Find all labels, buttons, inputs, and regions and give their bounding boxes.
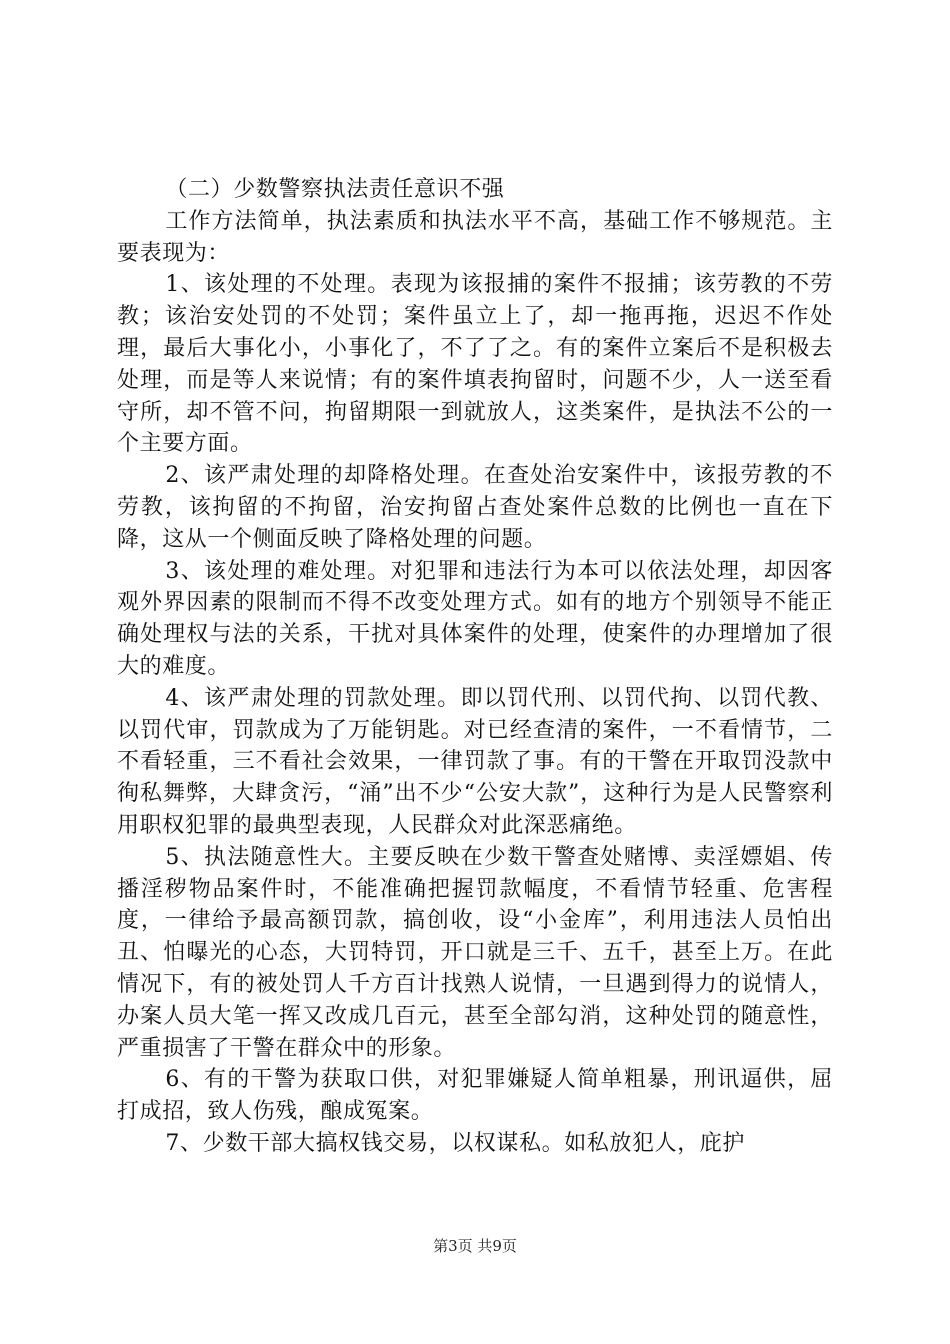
paragraph: 4、该严肃处理的罚款处理。即以罚代刑、以罚代拘、以罚代教、以罚代审，罚款成为了万能钥匙。对已经查清的案件，一不看情节，二不看轻重，三不看社会效果，一律罚款了事。有的干警在开取罚没款中徇私舞弊，大肆贪污，“涌”出不少“公安大款”，这种行为是人民警察利用职权犯罪的最典型表现，人民群众对此深恶痛绝。	[117, 685, 833, 838]
paragraph: 6、有的干警为获取口供，对犯罪嫌疑人简单粗暴，刑讯逼供，屈打成招，致人伤残，酿成冤案。	[117, 1067, 833, 1125]
paragraph: 7、少数干部大搞权钱交易，以权谋私。如私放犯人，庇护	[165, 1130, 745, 1156]
paragraph: 2、该严肃处理的却降格处理。在查处治安案件中，该报劳教的不劳教，该拘留的不拘留，治安拘留占查处案件总数的比例也一直在下降，这从一个侧面反映了降格处理的问题。	[117, 463, 833, 552]
page-number-footer: 第3页 共9页	[433, 1237, 517, 1255]
paragraph: 5、执法随意性大。主要反映在少数干警查处赌博、卖淫嫖娼、传播淫秽物品案件时，不能准确把握罚款幅度，不看情节轻重、危害程度，一律给予最高额罚款，搞创收，设“小金库”，利用违法人员怕出丑、怕曝光的心态，大罚特罚，开口就是三千、五千，甚至上万。在此情况下，有的被处罚人千方百计找熟人说情，一旦遇到得力的说情人，办案人员大笔一挥又改成几百元，甚至全部勾消，这种处罚的随意性，严重损害了干警在群众中的形象。	[117, 844, 833, 1061]
paragraph: 工作方法简单，执法素质和执法水平不高，基础工作不够规范。主要表现为：	[117, 208, 833, 266]
section-heading: （二）少数警察执法责任意识不强	[165, 177, 505, 202]
document-body	[117, 174, 833, 1160]
paragraph: 1、该处理的不处理。表现为该报捕的案件不报捕；该劳教的不劳教；该治安处罚的不处罚；案件虽立上了，却一拖再拖，迟迟不作处理，最后大事化小，小事化了，不了了之。有的案件立案后不是积极去处理，而是等人来说情；有的案件填表拘留时，问题不少，人一送至看守所，却不管不问，拘留期限一到就放人，这类案件，是执法不公的一个主要方面。	[117, 272, 833, 457]
paragraph: 3、该处理的难处理。对犯罪和违法行为本可以依法处理，却因客观外界因素的限制而不得不改变处理方式。如有的地方个别领导不能正确处理权与法的关系，干扰对具体案件的处理，使案件的办理增加了很大的难度。	[117, 558, 833, 679]
